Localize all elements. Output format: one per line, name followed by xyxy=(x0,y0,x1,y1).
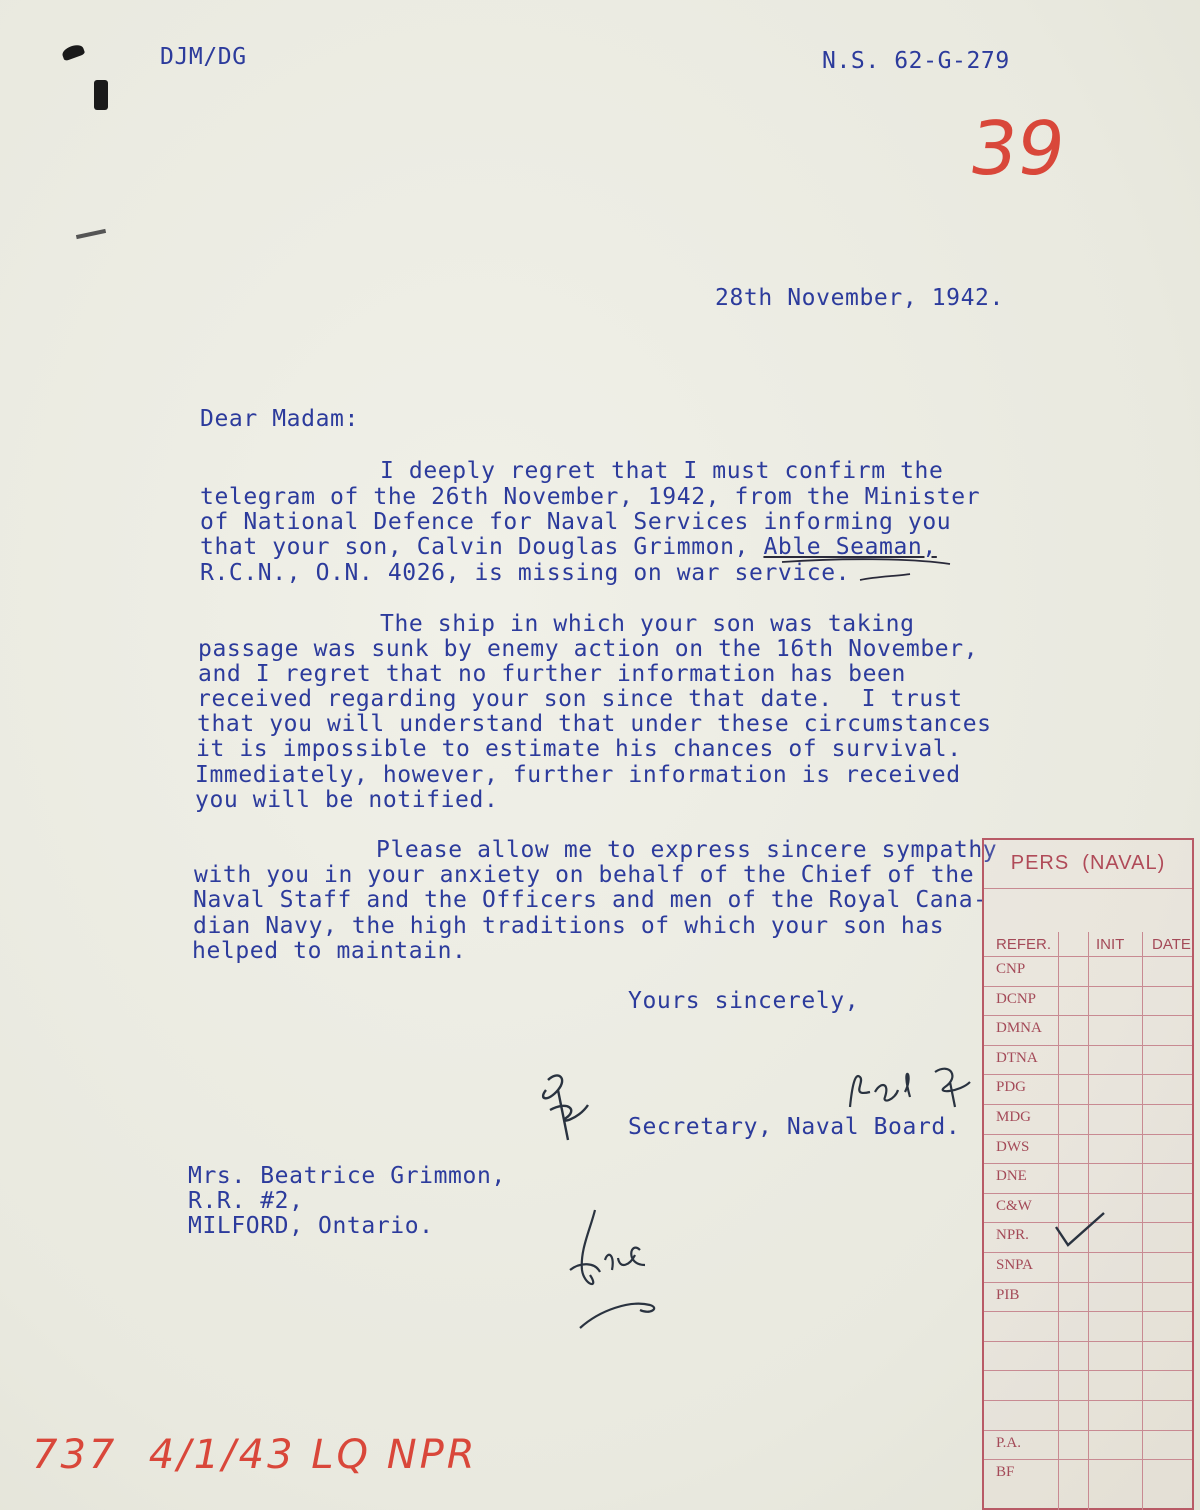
stamp-row xyxy=(984,1134,1192,1164)
addressee-line3: MILFORD, Ontario. xyxy=(188,1213,434,1239)
stamp-row-label: CNP xyxy=(996,961,1026,977)
stamp-row xyxy=(984,1400,1192,1430)
stamp-row-label: DTNA xyxy=(996,1049,1038,1066)
stamp-row-label: MDG xyxy=(996,1108,1032,1125)
para1-line4-text: that your son, Calvin Douglas Grimmon, xyxy=(200,534,764,560)
stamp-row xyxy=(984,1430,1192,1460)
stamp-row-label: DNE xyxy=(996,1168,1027,1185)
para3-line5: helped to maintain. xyxy=(192,938,467,964)
stamp-row-label: PIB xyxy=(996,1286,1020,1303)
para1-line2: telegram of the 26th November, 1942, from the Minister xyxy=(200,484,981,510)
stamp-row-label: DWS xyxy=(996,1138,1030,1155)
para1-line5: R.C.N., O.N. 4026, is missing on war service. xyxy=(200,560,851,586)
stamp-row xyxy=(984,1163,1192,1193)
para3-line3: Naval Staff and the Officers and men of the Royal Cana- xyxy=(193,887,988,913)
stamp-row xyxy=(984,1104,1192,1134)
handwritten-initial-left xyxy=(528,1060,608,1150)
stamp-row-label: DCNP xyxy=(996,990,1037,1007)
handwritten-signature-right xyxy=(840,1052,990,1122)
initials: DJM/DG xyxy=(160,44,247,70)
para2-line3: and I regret that no further information has been xyxy=(198,661,906,687)
file-number: N.S. 62-G-279 xyxy=(822,48,1010,74)
stamp-row xyxy=(984,1459,1192,1489)
stamp-row xyxy=(984,1370,1192,1400)
para1-line3: of National Defence for Naval Services informing you xyxy=(200,509,952,535)
stamp-row-label: NPR. xyxy=(996,1227,1029,1244)
para2-line2: passage was sunk by enemy action on the 16th November, xyxy=(198,636,979,662)
para2-line1: The ship in which your son was taking xyxy=(380,611,915,637)
signatory: Secretary, Naval Board. xyxy=(628,1114,961,1140)
addressee-line2: R.R. #2, xyxy=(188,1188,304,1214)
para2-line7: Immediately, however, further information is received xyxy=(195,762,961,788)
para2-line4: received regarding your son since that date. I trust xyxy=(197,686,963,712)
stamp-row xyxy=(984,1222,1192,1252)
stamp-row xyxy=(984,1341,1192,1371)
stamp-col-refer: REFER. xyxy=(996,936,1052,953)
para2-line6: it is impossible to estimate his chances of survival. xyxy=(196,736,962,762)
stamp-col-date: DATE xyxy=(1152,936,1191,953)
para2-line8: you will be notified. xyxy=(195,787,499,813)
stamp-row xyxy=(984,1015,1192,1045)
folio-number: 39 xyxy=(963,106,1071,192)
para3-line1: Please allow me to express sincere sympathy xyxy=(376,837,998,863)
punch-mark-lower xyxy=(76,229,106,239)
stamp-row-label: BF xyxy=(996,1464,1015,1481)
handwritten-initials-bottom xyxy=(560,1200,670,1340)
stamp-divider xyxy=(984,888,1192,889)
stamp-row xyxy=(984,1074,1192,1104)
stamp-title: PERS (NAVAL) xyxy=(1010,852,1166,874)
stamp-col-init: INIT xyxy=(1096,936,1125,953)
stamp-row xyxy=(984,1282,1192,1312)
checkmark-icon xyxy=(1050,1209,1110,1253)
pen-underline xyxy=(780,556,960,586)
stamp-row xyxy=(984,1252,1192,1282)
handwritten-file-annotation: 737 4/1/43 LQ NPR xyxy=(32,1432,478,1478)
stamp-row-label: SNPA xyxy=(996,1256,1033,1273)
punch-mark-top xyxy=(61,43,86,62)
stamp-row-label: C&W xyxy=(996,1197,1032,1214)
stamp-grid xyxy=(984,956,1192,1489)
stamp-row-label: P.A. xyxy=(996,1434,1022,1451)
para3-line4: dian Navy, the high traditions of which your son has xyxy=(193,913,945,939)
para1-line1: I deeply regret that I must confirm the xyxy=(380,458,944,484)
stamp-row-label: DMNA xyxy=(996,1020,1042,1037)
para2-line5: that you will understand that under these circumstances xyxy=(197,711,992,737)
stamp-row xyxy=(984,986,1192,1016)
stamp-row xyxy=(984,1311,1192,1341)
closing: Yours sincerely, xyxy=(628,988,860,1014)
stamp-row xyxy=(984,1045,1192,1075)
stamp-row-label: PDG xyxy=(996,1079,1027,1096)
stamp-row xyxy=(984,956,1192,986)
salutation: Dear Madam: xyxy=(200,406,359,432)
addressee-line1: Mrs. Beatrice Grimmon, xyxy=(188,1163,506,1189)
routing-stamp xyxy=(982,838,1194,1510)
punch-mark-middle xyxy=(94,80,108,110)
rank-text: Able Seaman, xyxy=(763,534,937,560)
para3-line2: with you in your anxiety on behalf of the Chief of the xyxy=(194,862,975,888)
letter-date: 28th November, 1942. xyxy=(715,285,1004,311)
